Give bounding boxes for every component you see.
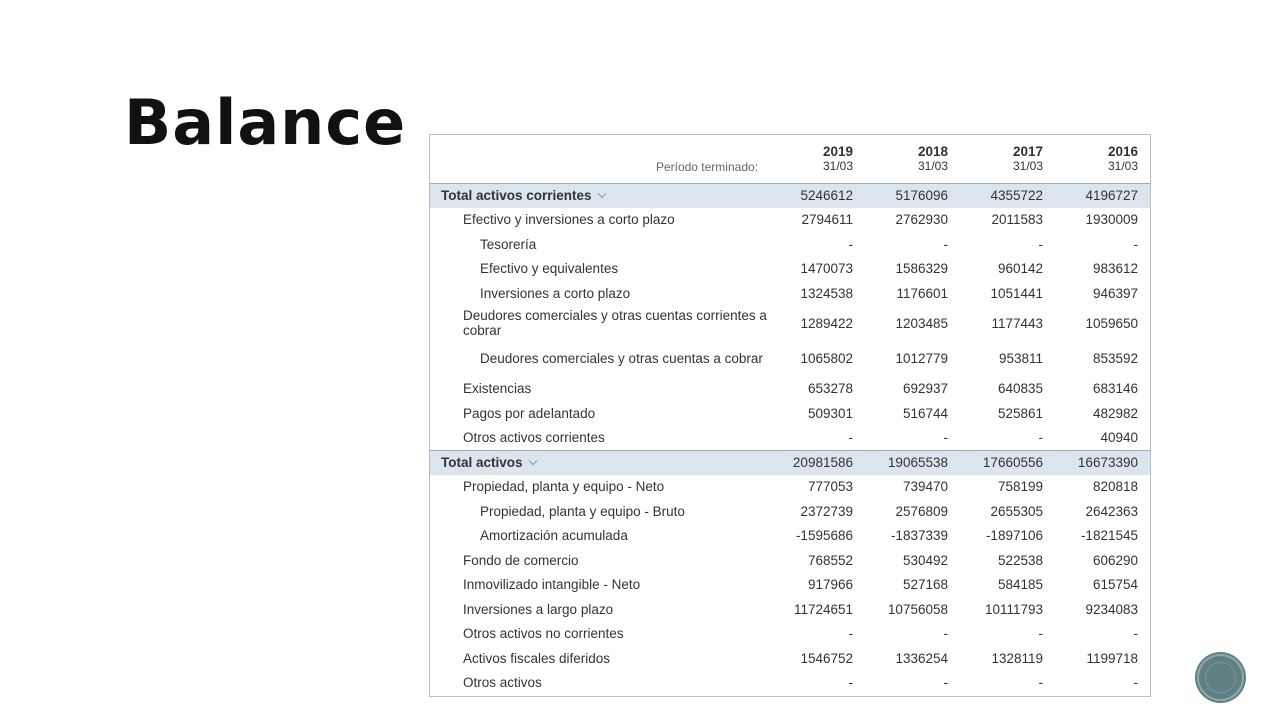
year-label: 2017	[1012, 143, 1043, 159]
table-row	[430, 208, 1150, 233]
row-label-cell	[430, 622, 770, 647]
value-cell: 640835	[997, 381, 1043, 397]
row-label: Otros activos	[463, 675, 542, 691]
table-row	[430, 306, 1150, 342]
value-cell: -	[1038, 675, 1043, 691]
value-cell: 1176601	[896, 285, 948, 301]
table-row	[430, 377, 1150, 402]
row-label: Efectivo y equivalentes	[480, 261, 619, 277]
row-label: Existencias	[463, 381, 532, 397]
year-label: 2016	[1107, 143, 1138, 159]
table-row	[430, 232, 1150, 257]
value-cell: 530492	[902, 552, 948, 568]
row-label-cell	[430, 257, 770, 282]
value-cell: 953811	[998, 351, 1043, 367]
table-row	[430, 524, 1150, 549]
balance-table-panel	[429, 134, 1151, 697]
value-cell: -	[1038, 430, 1043, 445]
value-cell: 2642363	[1085, 503, 1138, 519]
row-label-cell	[430, 341, 770, 377]
table-header-row	[430, 135, 1150, 183]
row-label-cell	[430, 646, 770, 671]
value-cell: 2794611	[801, 212, 853, 228]
value-cell: 5176096	[865, 183, 960, 208]
balance-table	[430, 135, 1150, 695]
table-row	[430, 573, 1150, 598]
value-cell: 1199718	[1086, 650, 1138, 666]
chevron-down-icon[interactable]	[597, 190, 605, 198]
value-cell: -1595686	[795, 528, 853, 544]
value-cell: 10111793	[984, 601, 1043, 617]
value-cell: 17660556	[960, 450, 1055, 475]
row-label: Inversiones a largo plazo	[463, 601, 614, 617]
table-total-row[interactable]	[430, 450, 1150, 475]
row-label-cell	[430, 377, 770, 402]
row-label-cell	[430, 671, 770, 696]
period-label: Período terminado:	[655, 159, 758, 174]
value-cell: -	[943, 626, 948, 642]
row-label: Efectivo y inversiones a corto plazo	[463, 212, 675, 228]
table-row	[430, 401, 1150, 426]
value-cell: 1289422	[800, 315, 853, 331]
row-label-cell	[430, 499, 770, 524]
value-cell: 917966	[807, 577, 853, 593]
table-row	[430, 548, 1150, 573]
value-cell: 525861	[997, 405, 1043, 421]
row-label: Tesorería	[480, 236, 537, 252]
value-cell: 1930009	[1085, 212, 1138, 228]
value-cell: 4355722	[960, 183, 1055, 208]
row-label-cell	[430, 306, 770, 342]
value-cell: 1470073	[800, 261, 853, 277]
value-cell: 1546752	[800, 650, 853, 666]
row-label: Otros activos corrientes	[463, 430, 605, 445]
value-cell: -	[943, 236, 948, 252]
value-cell: -	[848, 430, 853, 445]
row-label: Propiedad, planta y equipo - Bruto	[480, 503, 685, 519]
row-label-cell	[430, 475, 770, 500]
value-cell: 1203485	[895, 315, 948, 331]
value-cell: 615754	[1092, 577, 1138, 593]
row-label: Propiedad, planta y equipo - Neto	[463, 479, 665, 495]
period-date: 31/03	[917, 158, 948, 173]
value-cell: 509301	[807, 405, 853, 421]
value-cell: 10756058	[887, 601, 948, 617]
value-cell: 2655305	[990, 503, 1043, 519]
value-cell: -	[1133, 236, 1138, 252]
value-cell: 2011583	[991, 212, 1043, 228]
row-label-cell	[430, 597, 770, 622]
value-cell: 820818	[1092, 479, 1138, 495]
row-label-cell	[430, 573, 770, 598]
value-cell: 2372739	[800, 503, 853, 519]
row-label: Total activos corrientes	[441, 188, 592, 203]
row-label-cell	[430, 548, 770, 573]
value-cell: 482982	[1092, 405, 1138, 421]
row-label-cell	[430, 232, 770, 257]
value-cell: 522538	[997, 552, 1043, 568]
value-cell: -	[848, 236, 853, 252]
value-cell: 606290	[1092, 552, 1138, 568]
value-cell: 1336254	[895, 650, 948, 666]
value-cell: 768552	[807, 552, 853, 568]
table-row	[430, 281, 1150, 306]
value-cell: -	[1038, 236, 1043, 252]
value-cell: 1051441	[990, 285, 1043, 301]
value-cell: 739470	[902, 479, 948, 495]
year-header	[770, 135, 865, 183]
value-cell: 758199	[997, 479, 1043, 495]
table-row	[430, 597, 1150, 622]
row-label: Amortización acumulada	[480, 528, 628, 544]
table-row	[430, 622, 1150, 647]
period-date: 31/03	[822, 158, 853, 173]
value-cell: -	[848, 675, 853, 691]
row-label-cell	[430, 401, 770, 426]
value-cell: -	[1038, 626, 1043, 642]
value-cell: 584185	[997, 577, 1043, 593]
row-label-cell	[430, 208, 770, 233]
period-date: 31/03	[1107, 158, 1138, 173]
value-cell: -1837339	[890, 528, 948, 544]
value-cell: 2576809	[895, 503, 948, 519]
table-row	[430, 671, 1150, 696]
value-cell: 653278	[807, 381, 853, 397]
year-header	[1055, 135, 1150, 183]
table-row	[430, 257, 1150, 282]
year-header	[865, 135, 960, 183]
value-cell: -1897106	[985, 528, 1043, 544]
row-label-cell	[430, 426, 770, 451]
value-cell: 1177443	[991, 315, 1043, 331]
value-cell: 5246612	[770, 183, 865, 208]
value-cell: -	[943, 675, 948, 691]
value-cell: 1586329	[895, 261, 948, 277]
table-row	[430, 475, 1150, 500]
slide-title: Balance	[124, 86, 407, 159]
value-cell: 2762930	[895, 212, 948, 228]
row-label-cell	[430, 524, 770, 549]
value-cell: 983612	[1092, 261, 1138, 277]
value-cell: 11724651	[793, 601, 853, 617]
row-label: Activos fiscales diferidos	[463, 650, 611, 666]
row-label: Deudores comerciales y otras cuentas a cobrar	[480, 351, 763, 367]
table-row	[430, 499, 1150, 524]
row-label: Deudores comerciales y otras cuentas corrientes a cobrar	[463, 308, 767, 339]
value-cell: 1012779	[895, 351, 948, 367]
value-cell: 20981586	[770, 450, 865, 475]
value-cell: 1065802	[800, 351, 853, 367]
value-cell: 692937	[902, 381, 948, 397]
value-cell: 516744	[902, 405, 948, 421]
value-cell: 960142	[997, 261, 1043, 277]
row-label: Pagos por adelantado	[463, 405, 596, 421]
value-cell: 946397	[1092, 285, 1138, 301]
value-cell: 683146	[1092, 381, 1138, 397]
chevron-down-icon[interactable]	[528, 457, 536, 465]
table-row	[430, 341, 1150, 377]
value-cell: -	[1133, 675, 1138, 691]
value-cell: 4196727	[1055, 183, 1150, 208]
row-label: Total activos	[441, 455, 523, 470]
table-row	[430, 646, 1150, 671]
row-label: Fondo de comercio	[463, 552, 579, 568]
value-cell: -	[943, 430, 948, 445]
table-row	[430, 426, 1150, 451]
value-cell: -	[848, 626, 853, 642]
row-label-cell	[430, 281, 770, 306]
year-header	[960, 135, 1055, 183]
value-cell: 40940	[1100, 430, 1138, 445]
value-cell: -	[1133, 626, 1138, 642]
value-cell: 853592	[1092, 351, 1138, 367]
year-label: 2018	[917, 143, 948, 159]
value-cell: 16673390	[1055, 450, 1150, 475]
value-cell: 1059650	[1085, 315, 1138, 331]
row-label: Inversiones a corto plazo	[480, 285, 631, 301]
row-label-cell	[430, 183, 770, 208]
value-cell: 1328119	[991, 650, 1043, 666]
next-slide-icon[interactable]	[1197, 654, 1244, 701]
row-label: Otros activos no corrientes	[463, 626, 624, 642]
year-label: 2019	[822, 143, 853, 159]
value-cell: 19065538	[865, 450, 960, 475]
row-label: Inmovilizado intangible - Neto	[463, 577, 641, 593]
value-cell: -1821545	[1080, 528, 1138, 544]
balance-table-body	[430, 183, 1150, 695]
value-cell: 1324538	[800, 285, 853, 301]
value-cell: 527168	[902, 577, 948, 593]
period-date: 31/03	[1012, 158, 1043, 173]
row-label-cell	[430, 450, 770, 475]
value-cell: 777053	[807, 479, 853, 495]
value-cell: 9234083	[1085, 601, 1138, 617]
table-total-row[interactable]	[430, 183, 1150, 208]
